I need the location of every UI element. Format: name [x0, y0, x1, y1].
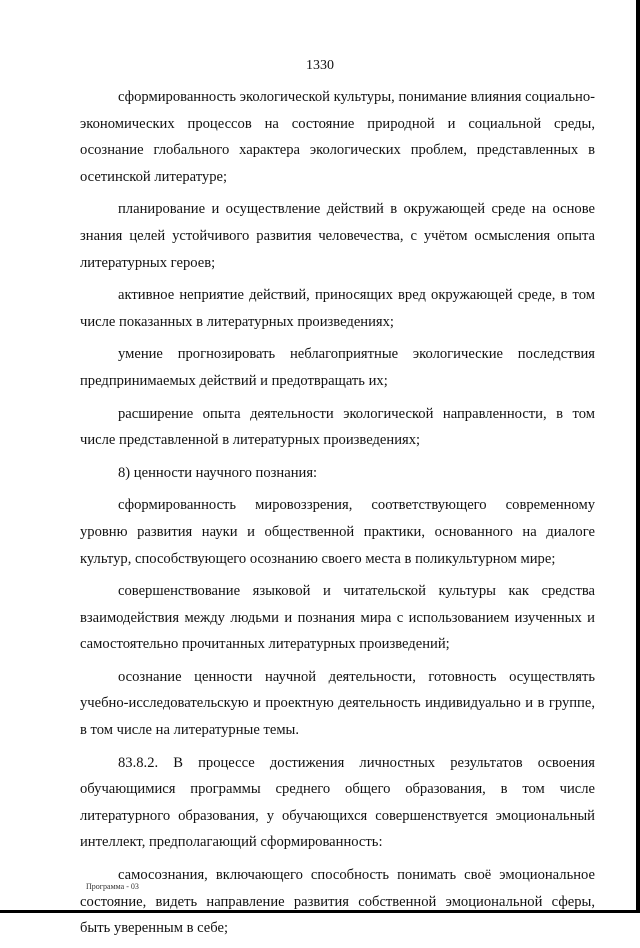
paragraph-3: активное неприятие действий, приносящих вред окружающей среде, в том числе показанных в литературных произведениях;	[80, 287, 595, 330]
paragraph-1: сформированность экологической культуры, понимание влияния социально-экономических процессов на состояние природной и социальной среды, осознание глобального характера экологических проблем, представленных в осетинской литературе;	[80, 89, 595, 185]
document-body	[80, 84, 595, 948]
paragraph-4: умение прогнозировать неблагоприятные экологические последствия предпринимаемых действий и предотвращать их;	[80, 346, 595, 389]
paragraph-11: самосознания, включающего способность понимать своё эмоциональное состояние, видеть направление развития собственной эмоциональной сферы, быть уверенным в себе;	[80, 867, 595, 937]
footer-note: Программа - 03	[86, 882, 139, 891]
paragraph-8: совершенствование языковой и читательской культуры как средства взаимодействия между людьми и познания мира с использованием изученных и самостоятельно прочитанных литературных произведений;	[80, 583, 595, 653]
paragraph-7: сформированность мировоззрения, соответствующего современному уровню развития науки и общественной практики, основанного на диалоге культур, способствующего осознанию своего места в поликультурном мире;	[80, 497, 595, 567]
paragraph-9: осознание ценности научной деятельности, готовность осуществлять учебно-исследовательскую и проектную деятельность индивидуально и в группе, в том числе на литературные темы.	[80, 668, 595, 739]
paragraph-2: планирование и осуществление действий в окружающей среде на основе знания целей устойчивого развития человечества, с учётом осмысления опыта литературных героев;	[80, 201, 595, 271]
paragraph-5: расширение опыта деятельности экологической направленности, в том числе представленной в литературных произведениях;	[80, 405, 595, 449]
page-number: 1330	[306, 58, 334, 73]
paragraph-83-8-2: 83.8.2. В процессе достижения личностных результатов освоения обучающимися программы среднего общего образования, в том числе литературного образования, у обучающихся совершенствуется эмоциональный интеллект, предполагающий сформированность:	[80, 754, 595, 851]
section-heading-scientific-cognition: 8) ценности научного познания:	[118, 464, 318, 481]
page-edge-right	[636, 0, 640, 913]
